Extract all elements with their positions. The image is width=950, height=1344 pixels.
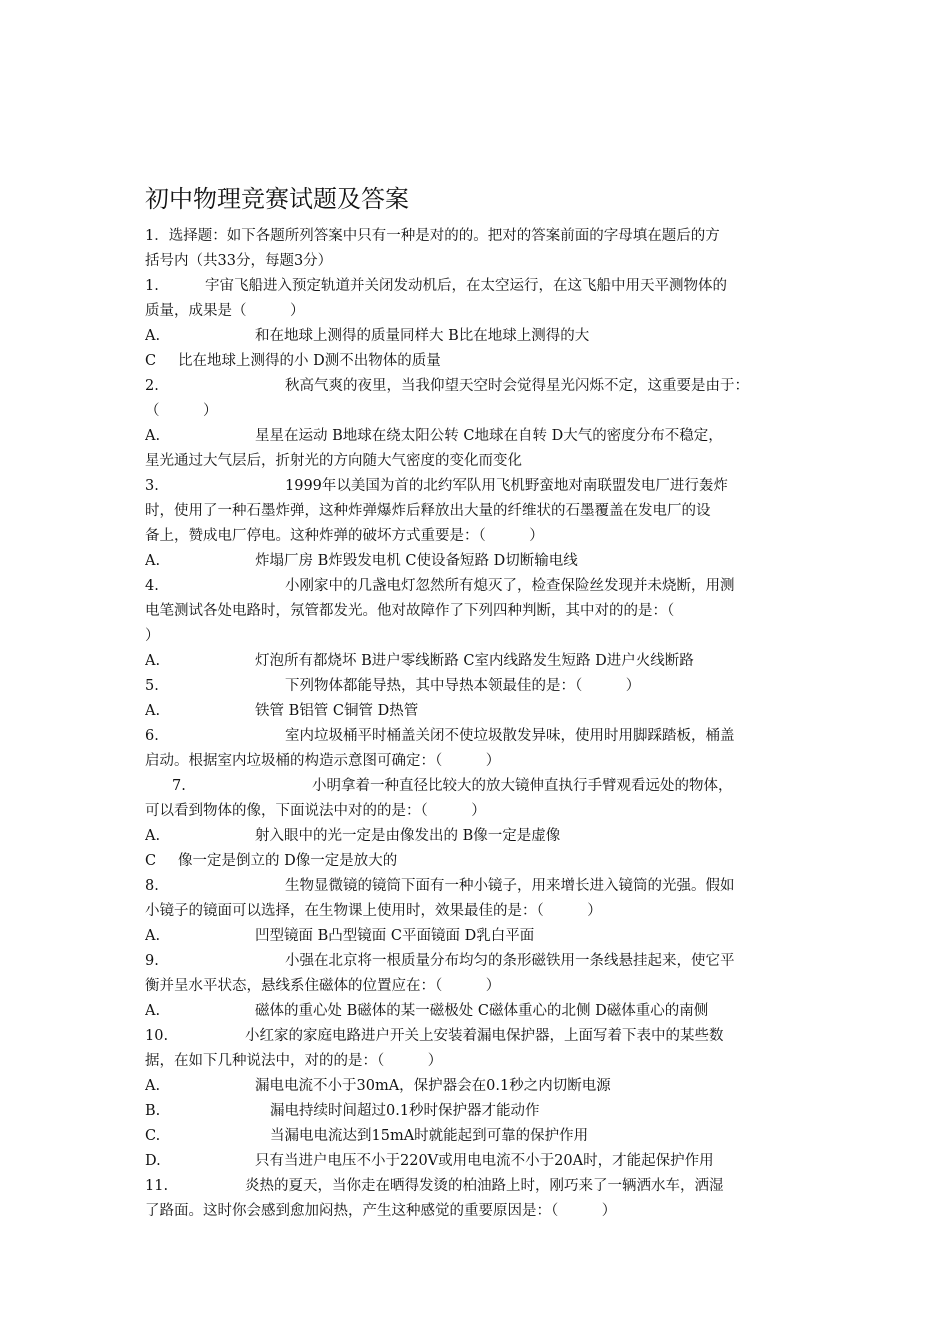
question-9 <box>145 949 813 974</box>
question-text: 生物显微镜的镜筒下面有一种小镜子，用来增长进入镜筒的光强。假如 <box>285 878 735 894</box>
question-text-line: 电笔测试各处电路时，氖管都发光。他对故障作了下列四种判断，其中对的的是：（ <box>145 603 675 619</box>
question-number: 8. <box>145 878 159 894</box>
option-text: 漏电电流不小于30mA，保护器会在0.1秒之内切断电源 <box>255 1078 611 1094</box>
option-text: 射入眼中的光一定是由像发出的 B像一定是虚像 <box>255 828 561 844</box>
option-line <box>145 649 813 674</box>
question-text-line: 质量，成果是（ ） <box>145 303 305 319</box>
question-3 <box>145 474 813 499</box>
option-line <box>145 924 813 949</box>
intro-line: 1．选择题：如下各题所列答案中只有一种是对的的。把对的答案前面的字母填在题后的方 <box>145 228 720 244</box>
question-text: 下列物体都能导热，其中导热本领最佳的是：（ ） <box>285 678 641 694</box>
question-5 <box>145 674 813 699</box>
option-text: 磁体的重心处 B磁体的某一磁极处 C磁体重心的北侧 D磁体重心的南侧 <box>255 1003 709 1019</box>
option-label: C. <box>145 1128 161 1144</box>
option-label: A. <box>145 428 161 444</box>
question-number: 9. <box>145 953 159 969</box>
question-number: 7. <box>172 778 186 794</box>
option-label: D. <box>145 1153 161 1169</box>
question-text-line: 备上，赞成电厂停电。这种炸弹的破坏方式重要是：（ ） <box>145 528 544 544</box>
question-number: 5. <box>145 678 159 694</box>
question-text: 室内垃圾桶平时桶盖关闭不使垃圾散发异味，使用时用脚踩踏板，桶盖 <box>285 728 735 744</box>
option-line <box>145 699 813 724</box>
question-text: 1999年以美国为首的北约军队用飞机野蛮地对南联盟发电厂进行轰炸 <box>285 478 728 494</box>
option-text: 像一定是倒立的 D像一定是放大的 <box>178 853 398 869</box>
option-text: 只有当进户电压不小于220V或用电电流不小于20A时，才能起保护作用 <box>255 1153 714 1169</box>
option-label: A. <box>145 328 161 344</box>
question-2 <box>145 374 813 399</box>
question-text: 秋高气爽的夜里，当我仰望天空时会觉得星光闪烁不定，这重要是由于： <box>285 378 749 394</box>
question-number: 4. <box>145 578 159 594</box>
option-line <box>145 349 813 374</box>
option-text: 炸塌厂房 B炸毁发电机 C使设备短路 D切断输电线 <box>255 553 578 569</box>
option-text: 比在地球上测得的小 D测不出物体的质量 <box>178 353 441 369</box>
question-text: 小明拿着一种直径比较大的放大镜伸直执行手臂观看远处的物体， <box>312 778 733 794</box>
question-text-line: 启动。根据室内垃圾桶的构造示意图可确定：（ ） <box>145 753 501 769</box>
option-label: A. <box>145 828 161 844</box>
option-label: A. <box>145 928 161 944</box>
option-continuation: 星光通过大气层后，折射光的方向随大气密度的变化而变化 <box>145 453 522 469</box>
option-label: A. <box>145 653 161 669</box>
option-label: A. <box>145 1003 161 1019</box>
question-10 <box>145 1024 813 1049</box>
question-text-line: 小镜子的镜面可以选择，在生物课上使用时，效果最佳的是：（ ） <box>145 903 602 919</box>
question-text: 小强在北京将一根质量分布均匀的条形磁铁用一条线悬挂起来，使它平 <box>285 953 735 969</box>
question-number: 2. <box>145 378 159 394</box>
option-text: 灯泡所有都烧坏 B进户零线断路 C室内线路发生短路 D进户火线断路 <box>255 653 694 669</box>
question-7 <box>145 774 813 799</box>
question-text-line: （ ） <box>145 403 218 419</box>
option-line <box>145 1149 813 1174</box>
option-text: 漏电持续时间超过0.1秒时保护器才能动作 <box>270 1103 540 1119</box>
option-text: 当漏电电流达到15mA时就能起到可靠的保护作用 <box>270 1128 589 1144</box>
question-text-line: ） <box>145 628 160 644</box>
option-line <box>145 849 813 874</box>
question-number: 1. <box>145 278 159 294</box>
option-text: 星星在运动 B地球在绕太阳公转 C地球在自转 D大气的密度分布不稳定， <box>255 428 723 444</box>
option-line <box>145 549 813 574</box>
question-1 <box>145 274 813 299</box>
option-line <box>145 1074 813 1099</box>
option-label: A. <box>145 553 161 569</box>
option-line <box>145 999 813 1024</box>
option-line <box>145 324 813 349</box>
option-line <box>145 424 813 449</box>
question-text-line: 了路面。这时你会感到愈加闷热，产生这种感觉的重要原因是：（ ） <box>145 1203 617 1219</box>
option-text: 和在地球上测得的质量同样大 B比在地球上测得的大 <box>255 328 590 344</box>
option-label: B. <box>145 1103 161 1119</box>
question-8 <box>145 874 813 899</box>
question-number: 3. <box>145 478 159 494</box>
question-text: 小红家的家庭电路进户开关上安装着漏电保护器，上面写着下表中的某些数 <box>245 1028 724 1044</box>
option-line <box>145 824 813 849</box>
question-6 <box>145 724 813 749</box>
option-label: A. <box>145 1078 161 1094</box>
question-text: 小刚家中的几盏电灯忽然所有熄灭了，检查保险丝发现并未烧断，用测 <box>285 578 735 594</box>
document-title: 初中物理竞赛试题及答案 <box>145 185 409 213</box>
question-11 <box>145 1174 813 1199</box>
question-list <box>145 224 813 1224</box>
option-text: 铁管 B铝管 C铜管 D热管 <box>255 703 419 719</box>
option-line <box>145 1099 813 1124</box>
question-text-line: 据，在如下几种说法中，对的的是：（ ） <box>145 1053 443 1069</box>
option-label: A. <box>145 703 161 719</box>
question-text-line: 时，使用了一种石墨炸弹，这种炸弹爆炸后释放出大量的纤维状的石墨覆盖在发电厂的设 <box>145 503 711 519</box>
option-label: C <box>145 853 157 869</box>
question-number: 10. <box>145 1028 169 1044</box>
question-number: 11. <box>145 1178 169 1194</box>
question-text: 宇宙飞船进入预定轨道并关闭发动机后，在太空运行，在这飞船中用天平测物体的 <box>205 278 727 294</box>
option-label: C <box>145 353 157 369</box>
question-4 <box>145 574 813 599</box>
option-line <box>145 1124 813 1149</box>
question-text-line: 衡并呈水平状态，悬线系住磁体的位置应在：（ ） <box>145 978 501 994</box>
question-number: 6. <box>145 728 159 744</box>
intro-line: 括号内（共33分，每题3分） <box>145 253 333 269</box>
question-text: 炎热的夏天，当你走在晒得发烫的柏油路上时，刚巧来了一辆洒水车，洒湿 <box>245 1178 724 1194</box>
option-text: 凹型镜面 B凸型镜面 C平面镜面 D乳白平面 <box>255 928 535 944</box>
question-text-line: 可以看到物体的像，下面说法中对的的是：（ ） <box>145 803 486 819</box>
